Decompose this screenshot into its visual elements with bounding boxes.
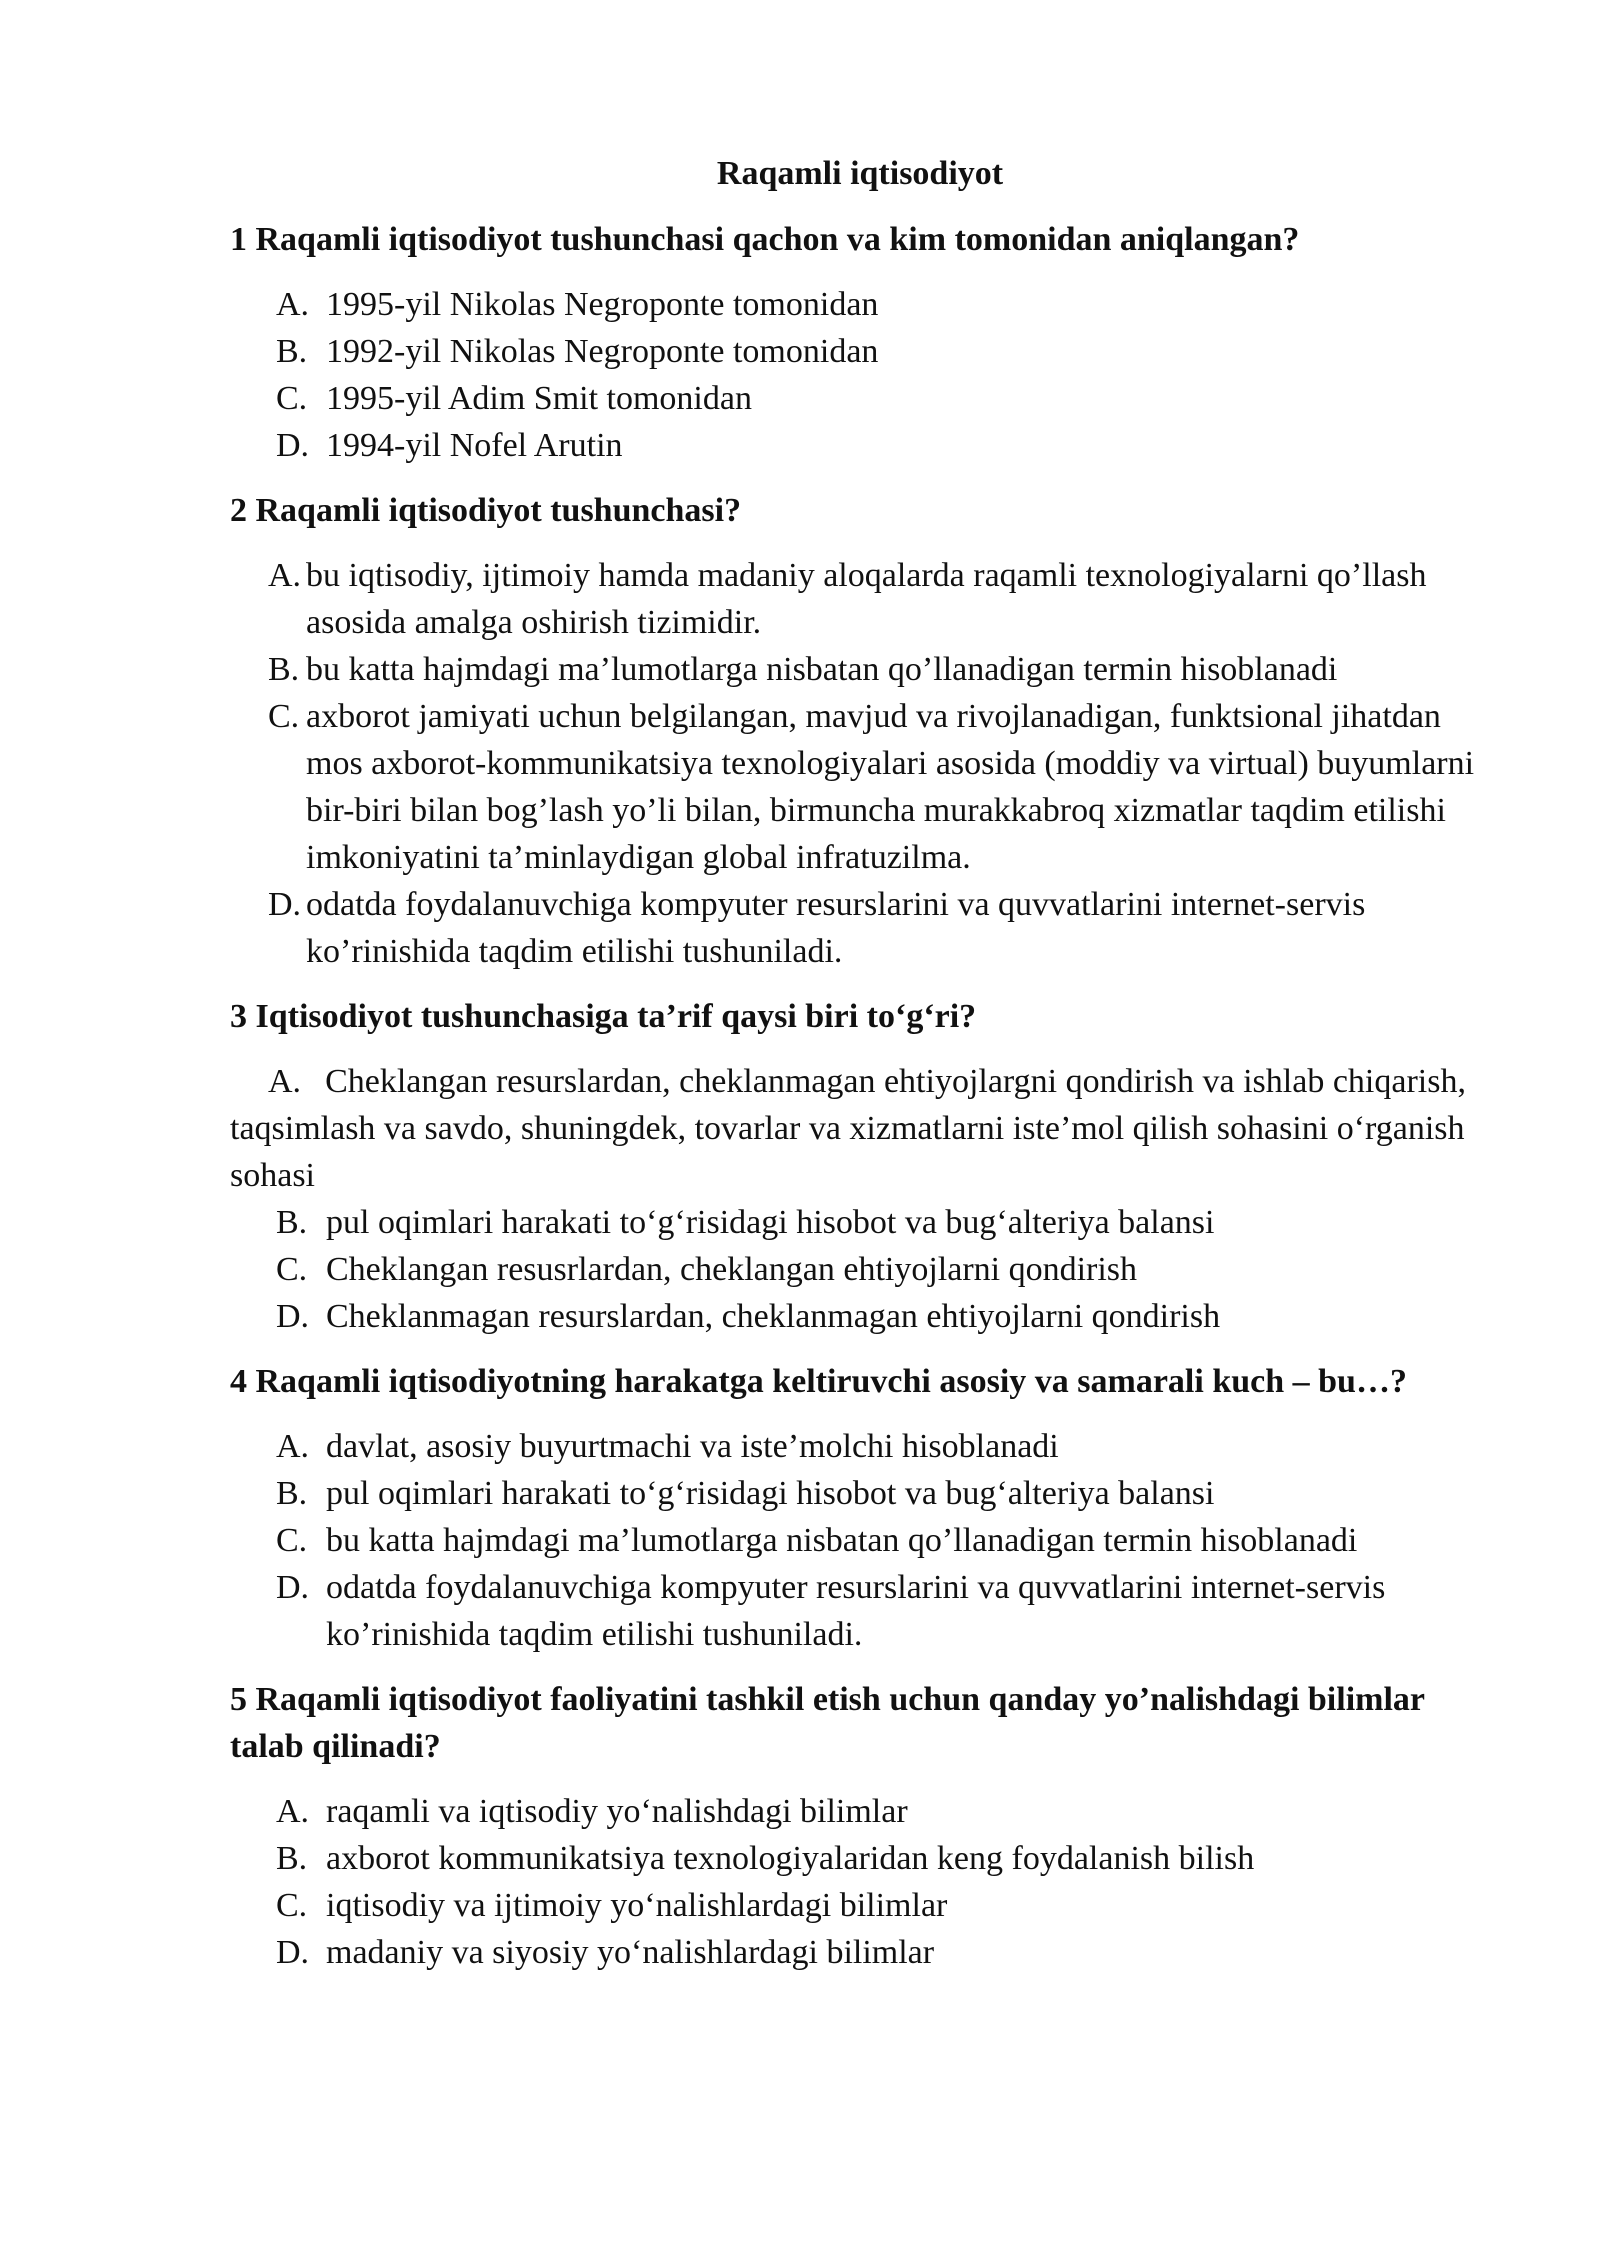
option-text: bu katta hajmdagi ma’lumotlarga nisbatan qo’llanadigan termin hisoblanadi xyxy=(306,651,1338,688)
answer-option-d xyxy=(230,1564,1490,1658)
option-text: 1992-yil Nikolas Negroponte tomonidan xyxy=(326,333,879,370)
answer-option-c xyxy=(230,375,1490,422)
answer-option-a xyxy=(230,1788,1490,1835)
option-text: Cheklangan resusrlardan, cheklangan ehtiyojlarni qondirish xyxy=(326,1251,1138,1288)
option-text: bu katta hajmdagi ma’lumotlarga nisbatan qo’llanadigan termin hisoblanadi xyxy=(326,1522,1358,1559)
answer-option-b xyxy=(230,1835,1490,1882)
answer-option-c xyxy=(230,1246,1490,1293)
answer-option-b xyxy=(230,328,1490,375)
question-text: 5 Raqamli iqtisodiyot faoliyatini tashkil etish uchun qanday yo’nalishdagi bilimlar talab qilinadi? xyxy=(230,1681,1425,1765)
option-text: davlat, asosiy buyurtmachi va iste’molchi hisoblanadi xyxy=(326,1428,1059,1465)
option-text: 1995-yil Nikolas Negroponte tomonidan xyxy=(326,286,879,323)
option-letter: C. xyxy=(276,1887,308,1924)
question-1 xyxy=(230,216,1490,469)
option-letter: C. xyxy=(276,380,308,417)
option-text: iqtisodiy va ijtimoiy yo‘nalishlardagi bilimlar xyxy=(326,1887,948,1924)
answer-option-d xyxy=(230,422,1490,469)
option-text: axborot kommunikatsiya texnologiyalaridan keng foydalanish bilish xyxy=(326,1840,1255,1877)
answer-option-a xyxy=(230,1423,1490,1470)
option-letter: C. xyxy=(276,1522,308,1559)
option-letter: A. xyxy=(276,1428,310,1465)
option-text: pul oqimlari harakati to‘g‘risidagi hisobot va bug‘alteriya balansi xyxy=(326,1475,1215,1512)
option-letter: D. xyxy=(276,1298,310,1335)
option-letter: D. xyxy=(268,886,302,923)
option-letter: B. xyxy=(276,1840,308,1877)
option-text: odatda foydalanuvchiga kompyuter resurslarini va quvvatlarini internet-servis ko’rinishida taqdim etilishi tushuniladi. xyxy=(306,886,1366,970)
option-text: 1994-yil Nofel Arutin xyxy=(326,427,623,464)
question-3 xyxy=(230,993,1490,1340)
answer-options xyxy=(230,281,1490,469)
answer-options xyxy=(230,1423,1490,1658)
option-letter: B. xyxy=(276,1475,308,1512)
answer-option-b xyxy=(230,1199,1490,1246)
question-2 xyxy=(230,487,1490,975)
option-text: raqamli va iqtisodiy yo‘nalishdagi bilimlar xyxy=(326,1793,908,1830)
document-title: Raqamli iqtisodiyot xyxy=(716,155,1004,192)
option-text: Cheklanmagan resurslardan, cheklanmagan ehtiyojlarni qondirish xyxy=(326,1298,1221,1335)
question-text: 1 Raqamli iqtisodiyot tushunchasi qachon va kim tomonidan aniqlangan? xyxy=(230,221,1300,258)
option-letter: A. xyxy=(268,557,302,594)
answer-options xyxy=(230,1058,1490,1340)
option-letter: D. xyxy=(276,1934,310,1971)
option-letter: A. xyxy=(276,286,310,323)
question-4 xyxy=(230,1358,1490,1658)
option-text: axborot jamiyati uchun belgilangan, mavjud va rivojlanadigan, funktsional jihatdan mos axborot-kommunikatsiya texnologiyalari asosida (moddiy va virtual) buyumlarni bir-biri bilan bog’lash yo’li bilan, birmuncha murakkabroq xizmatlar taqdim etilishi imkoniyatini ta’minlaydigan global infratuzilma. xyxy=(306,698,1475,876)
option-text: Cheklangan resurslardan, cheklanmagan ehtiyojlargni qondirish va ishlab chiqarish, taqsimlash va savdo, shuningdek, tovarlar va xizmatlarni iste’mol qilish sohasini o‘rganish sohasi xyxy=(230,1063,1466,1194)
option-text: 1995-yil Adim Smit tomonidan xyxy=(326,380,752,417)
answer-option-d xyxy=(230,1929,1490,1976)
answer-option-a xyxy=(230,1058,1490,1199)
document-content xyxy=(230,150,1490,1994)
option-text: pul oqimlari harakati to‘g‘risidagi hisobot va bug‘alteriya balansi xyxy=(326,1204,1215,1241)
option-letter: D. xyxy=(276,1569,310,1606)
question-text: 3 Iqtisodiyot tushunchasiga ta’rif qaysi biri to‘g‘ri? xyxy=(230,998,977,1035)
answer-option-d xyxy=(230,1293,1490,1340)
answer-option-a xyxy=(230,281,1490,328)
option-letter: A. xyxy=(276,1793,310,1830)
answer-options xyxy=(230,552,1490,975)
option-letter: B. xyxy=(268,651,300,688)
option-letter: C. xyxy=(268,698,300,735)
answer-option-c xyxy=(230,1517,1490,1564)
option-letter: B. xyxy=(276,1204,308,1241)
option-text: odatda foydalanuvchiga kompyuter resurslarini va quvvatlarini internet-servis ko’rinishida taqdim etilishi tushuniladi. xyxy=(326,1569,1386,1653)
question-text: 2 Raqamli iqtisodiyot tushunchasi? xyxy=(230,492,742,529)
option-text: madaniy va siyosiy yo‘nalishlardagi bilimlar xyxy=(326,1934,935,1971)
answer-option-c xyxy=(230,1882,1490,1929)
answer-option-a xyxy=(230,552,1490,646)
answer-option-d xyxy=(230,881,1490,975)
option-letter: B. xyxy=(276,333,308,370)
answer-options xyxy=(230,1788,1490,1976)
question-5 xyxy=(230,1676,1490,1976)
option-letter: D. xyxy=(276,427,310,464)
answer-option-b xyxy=(230,1470,1490,1517)
answer-option-c xyxy=(230,693,1490,881)
option-text: bu iqtisodiy, ijtimoiy hamda madaniy aloqalarda raqamli texnologiyalarni qo’llash asosida amalga oshirish tizimidir. xyxy=(306,557,1427,641)
option-letter: A. xyxy=(268,1063,302,1100)
option-letter: C. xyxy=(276,1251,308,1288)
question-text: 4 Raqamli iqtisodiyotning harakatga keltiruvchi asosiy va samarali kuch – bu…? xyxy=(230,1363,1407,1400)
answer-option-b xyxy=(230,646,1490,693)
